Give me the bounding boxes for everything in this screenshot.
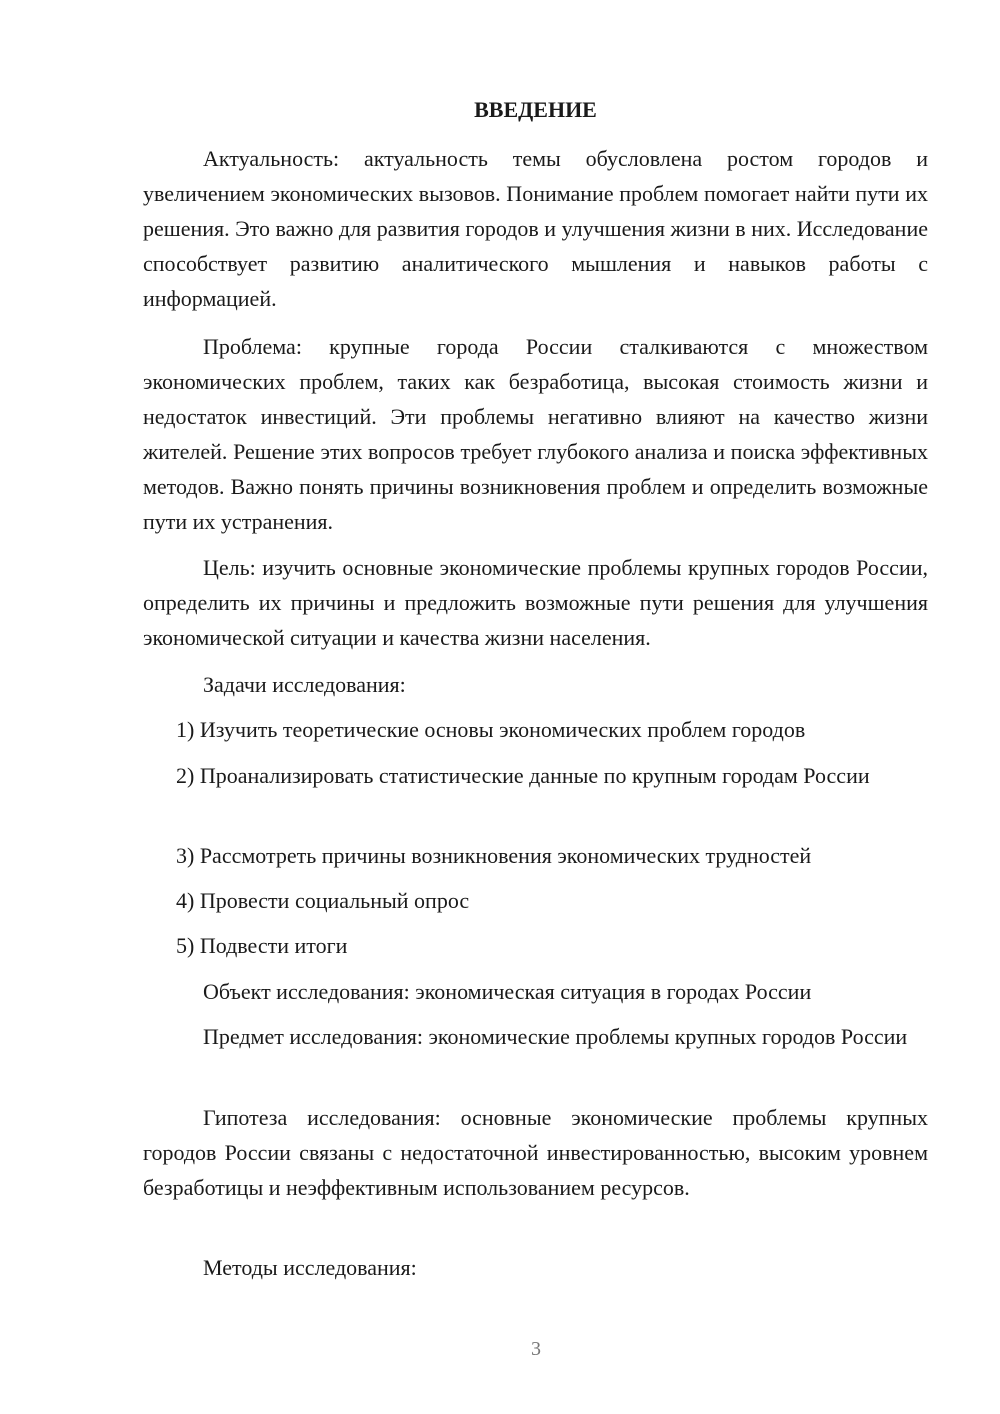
methods-heading: Методы исследования:	[203, 1255, 417, 1280]
paragraph-problem: Проблема: крупные города России сталкиваются с множеством экономических проблем, таких как безработица, высокая стоимость жизни и недостаток инвестиций. Эти проблемы негативно влияют на качество жизни жителей. Решение этих вопросов требует глубокого анализа и поиска эффективных методов. Важно понять причины возникновения проблем и определить возможные пути их устранения.	[143, 334, 928, 534]
paragraph-subject: Предмет исследования: экономические проблемы крупных городов России	[203, 1024, 908, 1049]
list-item: 5) Подвести итоги	[176, 933, 348, 958]
paragraph-hypothesis: Гипотеза исследования: основные экономические проблемы крупных городов России связаны с недостаточной инвестированностью, высоким уровнем безработицы и неэффективным использованием ресурсов.	[143, 1105, 928, 1200]
list-item: 4) Провести социальный опрос	[176, 888, 470, 913]
page-title: ВВЕДЕНИЕ	[474, 97, 597, 122]
list-item: 1) Изучить теоретические основы экономических проблем городов	[176, 717, 806, 742]
page-number: 3	[531, 1338, 541, 1360]
paragraph-object: Объект исследования: экономическая ситуация в городах России	[203, 979, 812, 1004]
paragraph-goal: Цель: изучить основные экономические проблемы крупных городов России, определить их причины и предложить возможные пути решения для улучшения экономической ситуации и качества жизни населения.	[143, 555, 928, 650]
list-item: 3) Рассмотреть причины возникновения экономических трудностей	[176, 843, 812, 868]
list-item: 2) Проанализировать статистические данные по крупным городам России	[176, 763, 870, 788]
paragraph-relevance: Актуальность: актуальность темы обусловлена ростом городов и увеличением экономических вызовов. Понимание проблем помогает найти пути их решения. Это важно для развития городов и улучшения жизни в них. Исследование способствует развитию аналитического мышления и навыков работы с информацией.	[143, 146, 928, 311]
tasks-heading: Задачи исследования:	[203, 672, 406, 697]
